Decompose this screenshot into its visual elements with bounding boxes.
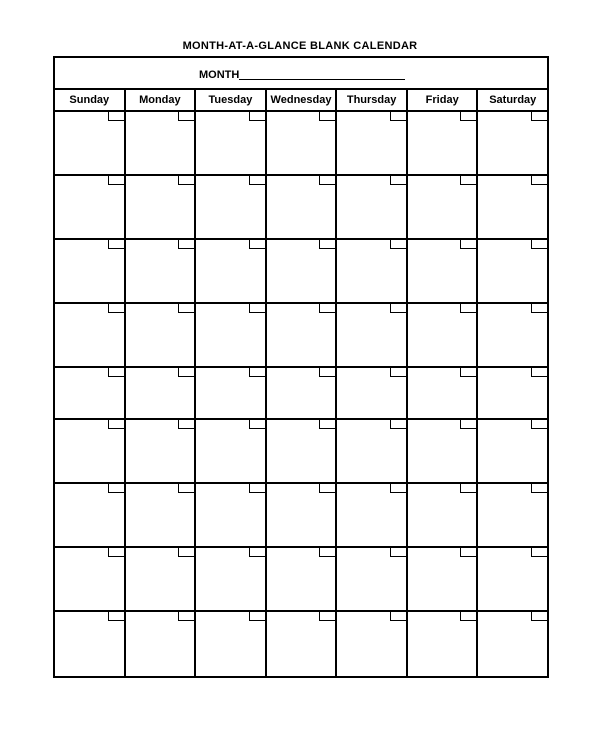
date-number-box[interactable] bbox=[531, 240, 547, 249]
week-row bbox=[55, 112, 547, 176]
date-number-box[interactable] bbox=[108, 612, 124, 621]
day-cell[interactable] bbox=[196, 176, 267, 238]
date-number-box[interactable] bbox=[249, 484, 265, 493]
date-number-box[interactable] bbox=[390, 548, 406, 557]
day-cell[interactable] bbox=[337, 368, 408, 418]
date-number-box[interactable] bbox=[178, 176, 194, 185]
date-number-box[interactable] bbox=[249, 612, 265, 621]
day-cell[interactable] bbox=[126, 368, 197, 418]
day-header-saturday: Saturday bbox=[489, 94, 537, 106]
day-cell[interactable] bbox=[478, 304, 547, 366]
date-number-box[interactable] bbox=[108, 548, 124, 557]
date-number-box[interactable] bbox=[108, 240, 124, 249]
date-number-box[interactable] bbox=[531, 484, 547, 493]
day-cell[interactable] bbox=[267, 304, 338, 366]
day-cell[interactable] bbox=[337, 612, 408, 676]
date-number-box[interactable] bbox=[249, 112, 265, 121]
day-cell[interactable] bbox=[267, 420, 338, 482]
date-number-box[interactable] bbox=[319, 176, 335, 185]
week-row bbox=[55, 240, 547, 304]
day-cell[interactable] bbox=[55, 112, 126, 174]
day-cell[interactable] bbox=[337, 112, 408, 174]
date-number-box[interactable] bbox=[531, 176, 547, 185]
day-cell[interactable] bbox=[196, 548, 267, 610]
date-number-box[interactable] bbox=[178, 420, 194, 429]
day-cell[interactable] bbox=[408, 368, 479, 418]
date-number-box[interactable] bbox=[319, 612, 335, 621]
week-row bbox=[55, 304, 547, 368]
day-cell[interactable] bbox=[126, 420, 197, 482]
day-cell[interactable] bbox=[408, 176, 479, 238]
day-cell[interactable] bbox=[267, 240, 338, 302]
date-number-box[interactable] bbox=[178, 612, 194, 621]
date-number-box[interactable] bbox=[531, 420, 547, 429]
day-cell[interactable] bbox=[55, 304, 126, 366]
day-cell[interactable] bbox=[196, 484, 267, 546]
day-cell[interactable] bbox=[478, 240, 547, 302]
date-number-box[interactable] bbox=[460, 420, 476, 429]
date-number-box[interactable] bbox=[319, 304, 335, 313]
date-number-box[interactable] bbox=[249, 420, 265, 429]
day-cell[interactable] bbox=[478, 112, 547, 174]
date-number-box[interactable] bbox=[460, 112, 476, 121]
day-cell[interactable] bbox=[337, 304, 408, 366]
date-number-box[interactable] bbox=[319, 240, 335, 249]
day-cell[interactable] bbox=[267, 484, 338, 546]
day-cell[interactable] bbox=[478, 176, 547, 238]
day-cell[interactable] bbox=[267, 176, 338, 238]
date-number-box[interactable] bbox=[390, 112, 406, 121]
date-number-box[interactable] bbox=[460, 240, 476, 249]
day-cell[interactable] bbox=[126, 304, 197, 366]
date-number-box[interactable] bbox=[108, 484, 124, 493]
day-cell[interactable] bbox=[408, 484, 479, 546]
date-number-box[interactable] bbox=[390, 368, 406, 377]
day-cell[interactable] bbox=[55, 548, 126, 610]
date-number-box[interactable] bbox=[319, 420, 335, 429]
day-cell[interactable] bbox=[55, 420, 126, 482]
date-number-box[interactable] bbox=[460, 304, 476, 313]
day-cell[interactable] bbox=[337, 240, 408, 302]
date-number-box[interactable] bbox=[460, 548, 476, 557]
date-number-box[interactable] bbox=[178, 484, 194, 493]
date-number-box[interactable] bbox=[108, 420, 124, 429]
date-number-box[interactable] bbox=[319, 548, 335, 557]
month-write-line[interactable] bbox=[239, 79, 405, 80]
date-number-box[interactable] bbox=[178, 240, 194, 249]
day-cell[interactable] bbox=[267, 368, 338, 418]
day-cell[interactable] bbox=[337, 484, 408, 546]
day-cell[interactable] bbox=[408, 612, 479, 676]
day-cell[interactable] bbox=[478, 612, 547, 676]
day-cell[interactable] bbox=[126, 548, 197, 610]
weekday-header-row bbox=[55, 90, 547, 112]
date-number-box[interactable] bbox=[531, 548, 547, 557]
date-number-box[interactable] bbox=[319, 112, 335, 121]
day-cell[interactable] bbox=[126, 612, 197, 676]
calendar-grid bbox=[53, 56, 549, 678]
day-cell[interactable] bbox=[196, 368, 267, 418]
day-cell[interactable] bbox=[55, 612, 126, 676]
day-cell[interactable] bbox=[126, 240, 197, 302]
date-number-box[interactable] bbox=[390, 420, 406, 429]
day-header-thursday: Thursday bbox=[337, 90, 408, 110]
day-cell[interactable] bbox=[408, 548, 479, 610]
day-cell[interactable] bbox=[55, 368, 126, 418]
date-number-box[interactable] bbox=[531, 612, 547, 621]
day-header-sunday: Sunday bbox=[55, 90, 126, 110]
week-row bbox=[55, 176, 547, 240]
date-number-box[interactable] bbox=[531, 304, 547, 313]
day-cell[interactable] bbox=[478, 484, 547, 546]
day-cell[interactable] bbox=[126, 176, 197, 238]
date-number-box[interactable] bbox=[319, 368, 335, 377]
month-row bbox=[55, 58, 547, 90]
date-number-box[interactable] bbox=[178, 304, 194, 313]
day-cell[interactable] bbox=[126, 484, 197, 546]
day-cell[interactable] bbox=[267, 548, 338, 610]
day-cell[interactable] bbox=[196, 420, 267, 482]
week-row bbox=[55, 368, 547, 420]
date-number-box[interactable] bbox=[108, 176, 124, 185]
day-cell[interactable] bbox=[196, 112, 267, 174]
date-number-box[interactable] bbox=[390, 612, 406, 621]
day-cell[interactable] bbox=[196, 240, 267, 302]
day-header-wednesday: Wednesday bbox=[267, 90, 338, 110]
week-row bbox=[55, 484, 547, 548]
date-number-box[interactable] bbox=[460, 176, 476, 185]
date-number-box[interactable] bbox=[390, 484, 406, 493]
day-cell[interactable] bbox=[408, 420, 479, 482]
day-cell[interactable] bbox=[337, 176, 408, 238]
date-number-box[interactable] bbox=[249, 548, 265, 557]
date-number-box[interactable] bbox=[249, 368, 265, 377]
day-header-monday: Monday bbox=[126, 90, 197, 110]
date-number-box[interactable] bbox=[460, 612, 476, 621]
date-number-box[interactable] bbox=[108, 368, 124, 377]
month-label: MONTH bbox=[199, 69, 240, 81]
day-cell[interactable] bbox=[55, 484, 126, 546]
date-number-box[interactable] bbox=[460, 484, 476, 493]
day-header-friday: Friday bbox=[408, 90, 479, 110]
day-cell[interactable] bbox=[267, 112, 338, 174]
date-number-box[interactable] bbox=[178, 112, 194, 121]
day-cell[interactable] bbox=[408, 304, 479, 366]
date-number-box[interactable] bbox=[460, 368, 476, 377]
day-cell[interactable] bbox=[55, 240, 126, 302]
day-cell[interactable] bbox=[478, 420, 547, 482]
date-number-box[interactable] bbox=[249, 240, 265, 249]
date-number-box[interactable] bbox=[390, 240, 406, 249]
day-cell[interactable] bbox=[196, 612, 267, 676]
date-number-box[interactable] bbox=[531, 368, 547, 377]
date-number-box[interactable] bbox=[108, 304, 124, 313]
date-number-box[interactable] bbox=[249, 176, 265, 185]
day-cell[interactable] bbox=[408, 112, 479, 174]
day-cell[interactable] bbox=[55, 176, 126, 238]
week-row bbox=[55, 548, 547, 612]
date-number-box[interactable] bbox=[108, 112, 124, 121]
day-cell[interactable] bbox=[337, 548, 408, 610]
date-number-box[interactable] bbox=[178, 368, 194, 377]
date-number-box[interactable] bbox=[249, 304, 265, 313]
week-row bbox=[55, 612, 547, 676]
date-number-box[interactable] bbox=[319, 484, 335, 493]
day-cell[interactable] bbox=[478, 548, 547, 610]
page-title: MONTH-AT-A-GLANCE BLANK CALENDAR bbox=[182, 40, 418, 52]
day-cell[interactable] bbox=[408, 240, 479, 302]
day-cell[interactable] bbox=[126, 112, 197, 174]
date-number-box[interactable] bbox=[390, 176, 406, 185]
day-cells-grid bbox=[55, 112, 547, 676]
day-cell[interactable] bbox=[267, 612, 338, 676]
date-number-box[interactable] bbox=[531, 112, 547, 121]
date-number-box[interactable] bbox=[178, 548, 194, 557]
date-number-box[interactable] bbox=[390, 304, 406, 313]
day-cell[interactable] bbox=[337, 420, 408, 482]
day-cell[interactable] bbox=[478, 368, 547, 418]
week-row bbox=[55, 420, 547, 484]
day-cell[interactable] bbox=[196, 304, 267, 366]
day-header-tuesday: Tuesday bbox=[196, 90, 267, 110]
